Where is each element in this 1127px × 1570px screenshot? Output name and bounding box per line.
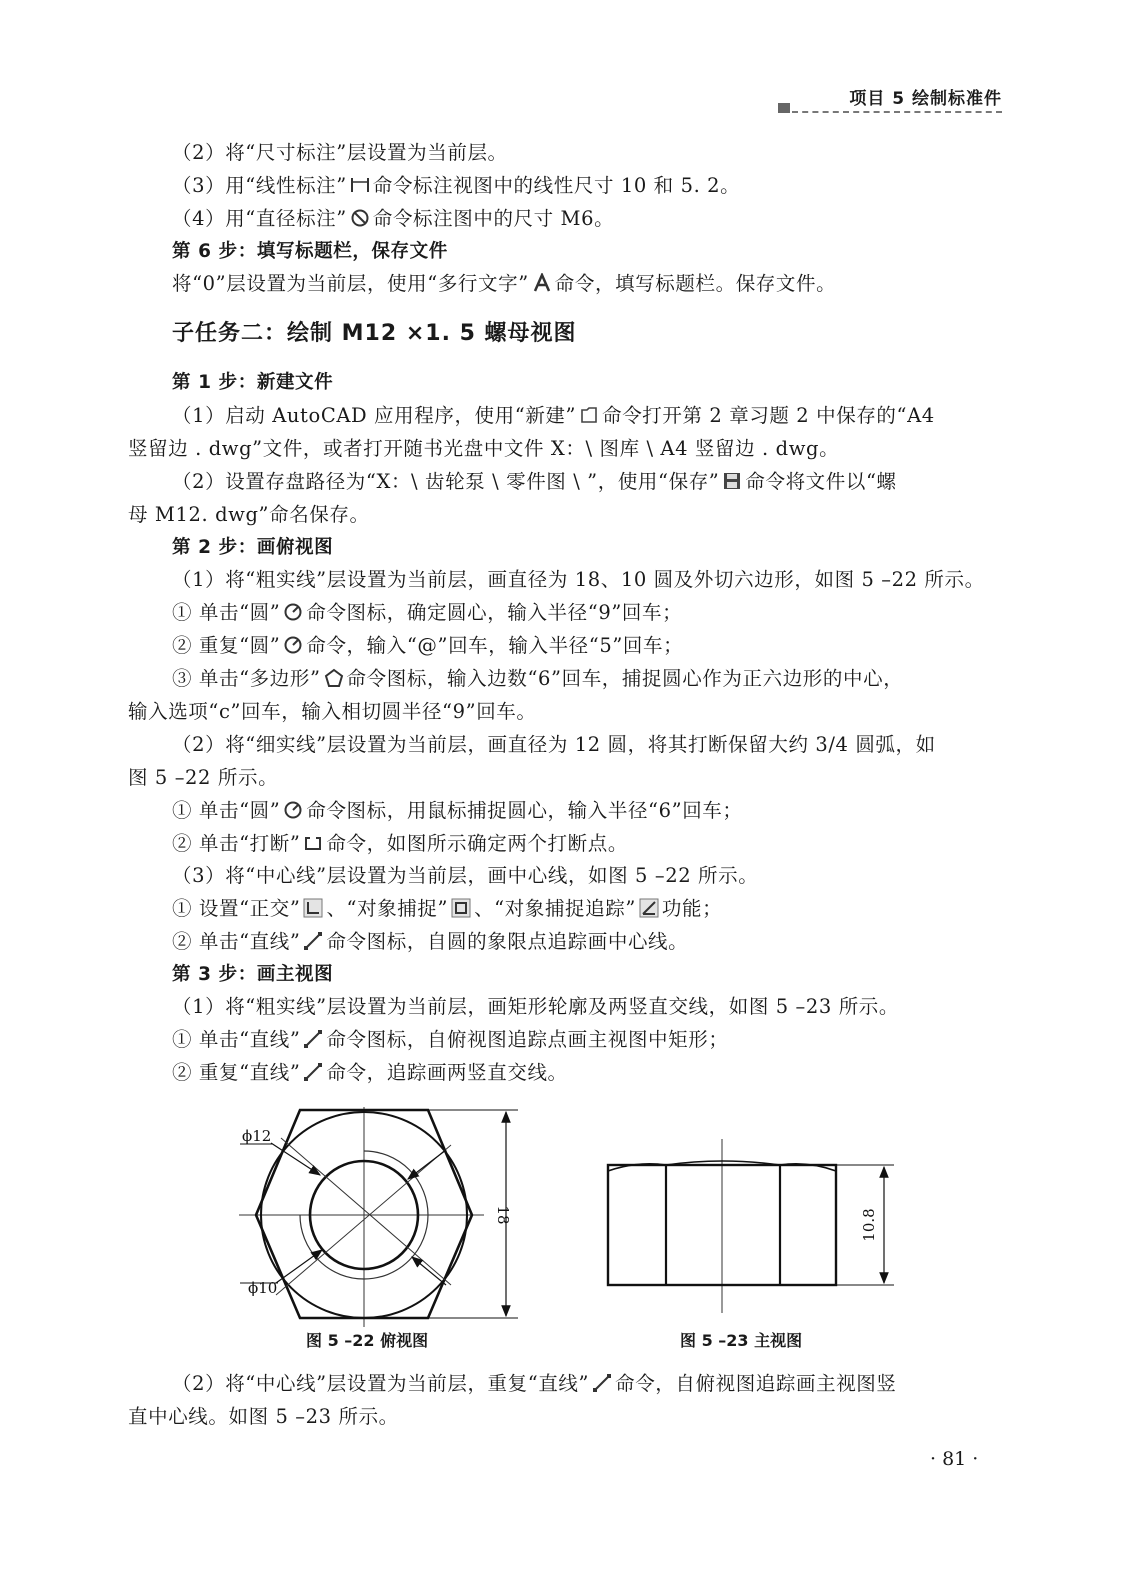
ortho-icon xyxy=(303,898,323,918)
polygon-icon xyxy=(324,668,344,688)
dim-10-8: 10.8 xyxy=(860,1208,878,1242)
circle-icon xyxy=(283,635,303,655)
text-line: ③ 单击“多边形” 命令图标，输入边数“6”回车，捕捉圆心作为正六边形的中心， xyxy=(172,667,904,690)
multiline-text-icon xyxy=(532,273,552,293)
running-head: 项目 5 绘制标准件 xyxy=(849,89,1002,109)
text-line: ② 重复“圆” 命令，输入“@”回车，输入半径“5”回车； xyxy=(172,634,684,657)
text-line: 母 M12. dwg”命名保存。 xyxy=(128,503,370,526)
page-number: · 81 · xyxy=(930,1448,979,1470)
circle-icon xyxy=(283,602,303,622)
text-line: （2）将“尺寸标注”层设置为当前层。 xyxy=(172,141,508,164)
text-line: （4）用“直径标注” 命令标注图中的尺寸 M6。 xyxy=(172,207,615,230)
text-line: 图 5 –22 所示。 xyxy=(128,766,279,789)
text-line: （3）将“中心线”层设置为当前层，画中心线，如图 5 –22 所示。 xyxy=(172,864,759,887)
text-line: ① 设置“正交” 、“对象捕捉” 、“对象捕捉追踪” 功能； xyxy=(172,897,723,920)
text-line: ① 单击“圆” 命令图标，用鼠标捕捉圆心，输入半径“6”回车； xyxy=(172,799,743,822)
text-line: （1）将“粗实线”层设置为当前层，画矩形轮廓及两竖直交线，如图 5 –23 所示。 xyxy=(172,995,900,1018)
dim-18: 18 xyxy=(494,1205,512,1225)
text-line: ② 重复“直线” 命令，追踪画两竖直交线。 xyxy=(172,1061,568,1084)
text-line: （1）启动 AutoCAD 应用程序，使用“新建” 命令打开第 2 章习题 2 中保存的“A4 xyxy=(172,404,935,427)
dim-diameter-12: ϕ12 xyxy=(242,1127,272,1145)
text-line: 直中心线。如图 5 –23 所示。 xyxy=(128,1405,399,1428)
circle-icon xyxy=(283,800,303,820)
line-icon xyxy=(303,1029,323,1049)
text-line: 将“0”层设置为当前层，使用“多行文字” 命令，填写标题栏。保存文件。 xyxy=(172,272,837,295)
text-line: ① 单击“直线” 命令图标，自俯视图追踪点画主视图中矩形； xyxy=(172,1028,729,1051)
linear-dimension-icon xyxy=(350,175,370,195)
text-line: ① 单击“圆” 命令图标，确定圆心，输入半径“9”回车； xyxy=(172,601,683,624)
dim-diameter-10: ϕ10 xyxy=(248,1279,278,1297)
step-heading: 第 6 步：填写标题栏，保存文件 xyxy=(172,241,448,262)
text-line: （3）用“线性标注” 命令标注视图中的线性尺寸 10 和 5. 2。 xyxy=(172,174,741,197)
text-line: （2）设置存盘路径为“X：\ 齿轮泵 \ 零件图 \ ”，使用“保存” 命令将文件以“螺 xyxy=(172,470,897,493)
text-line: （2）将“细实线”层设置为当前层，画直径为 12 圆，将其打断保留大约 3/4 圆弧，如 xyxy=(172,733,936,756)
text-line: （1）将“粗实线”层设置为当前层，画直径为 18、10 圆及外切六边形，如图 5 –22 所示。 xyxy=(172,568,985,591)
section-heading: 子任务二：绘制 M12 ×1. 5 螺母视图 xyxy=(172,321,577,346)
header-rule xyxy=(778,103,1002,113)
step-heading: 第 1 步：新建文件 xyxy=(172,372,334,393)
figure-caption: 图 5 –23 主视图 xyxy=(680,1331,803,1350)
text-line: ② 单击“打断” 命令，如图所示确定两个打断点。 xyxy=(172,832,628,855)
step-heading: 第 2 步：画俯视图 xyxy=(172,537,334,558)
figure-5-23-front-view xyxy=(598,1135,898,1317)
figure-caption: 图 5 –22 俯视图 xyxy=(306,1331,429,1350)
save-icon xyxy=(722,471,742,491)
line-icon xyxy=(303,931,323,951)
line-icon xyxy=(592,1373,612,1393)
text-line: ② 单击“直线” 命令图标，自圆的象限点追踪画中心线。 xyxy=(172,930,689,953)
break-icon xyxy=(303,833,323,853)
new-file-icon xyxy=(579,405,599,425)
text-line: 竖留边 . dwg”文件，或者打开随书光盘中文件 X：\ 图库 \ A4 竖留边 . dwg。 xyxy=(128,437,840,460)
text-line: （2）将“中心线”层设置为当前层，重复“直线” 命令，自俯视图追踪画主视图竖 xyxy=(172,1372,897,1395)
line-icon xyxy=(303,1062,323,1082)
object-snap-tracking-icon xyxy=(639,898,659,918)
text-line: 输入选项“c”回车，输入相切圆半径“9”回车。 xyxy=(128,700,537,723)
object-snap-icon xyxy=(451,898,471,918)
figure-5-22-top-view xyxy=(236,1105,526,1330)
step-heading: 第 3 步：画主视图 xyxy=(172,964,334,985)
diameter-dimension-icon xyxy=(350,208,370,228)
